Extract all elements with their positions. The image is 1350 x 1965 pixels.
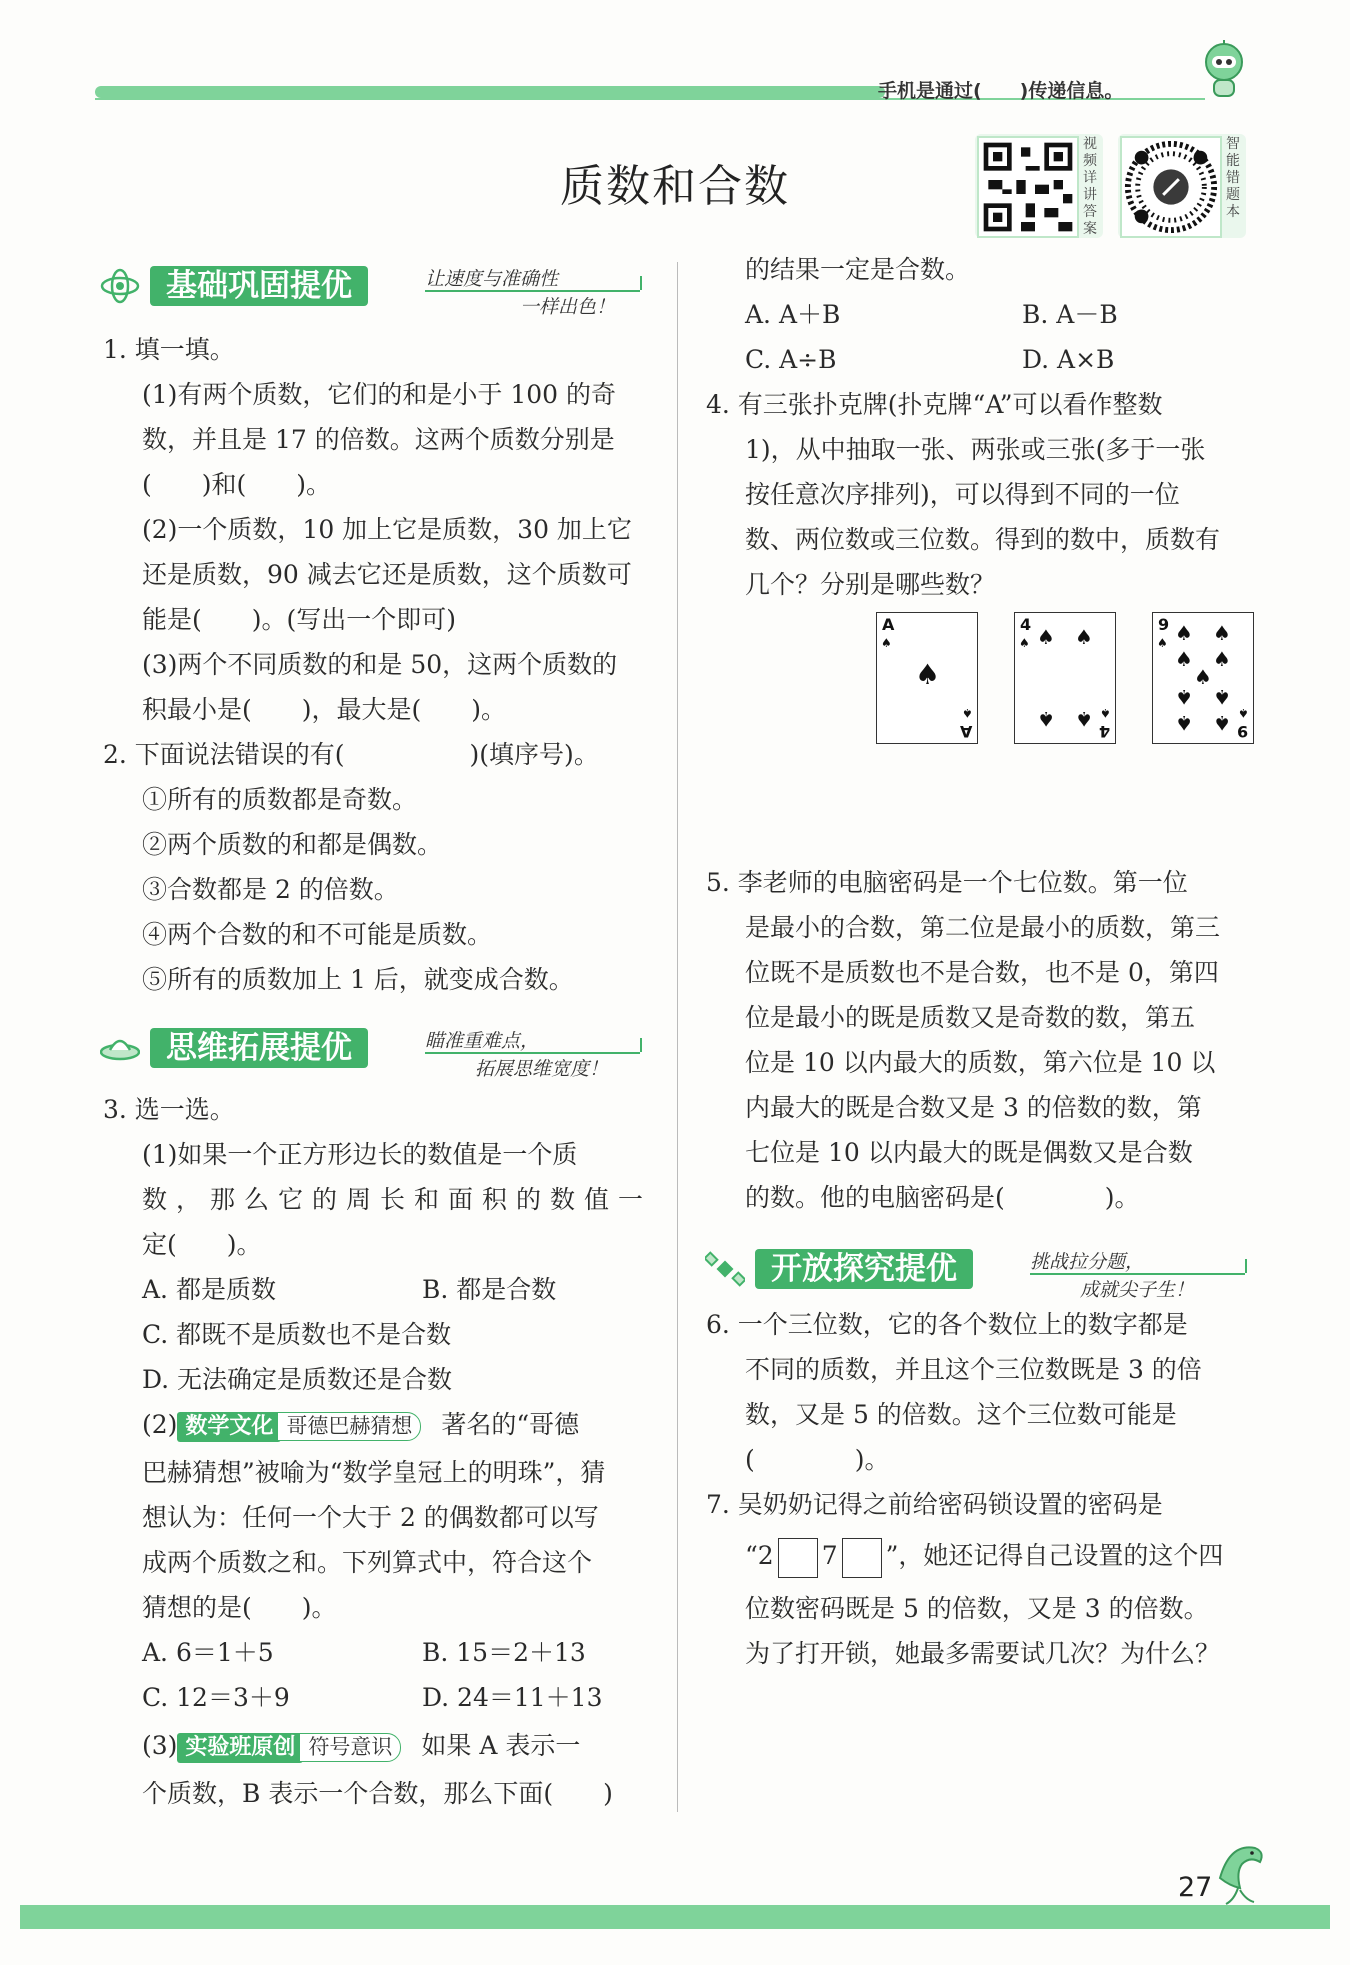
qr-code-icon[interactable] [977, 136, 1079, 238]
section-explore-rule [1030, 1273, 1245, 1275]
spade-icon: ♠ [1175, 685, 1193, 709]
spade-icon: ♠ [1194, 665, 1212, 689]
q7-pw-part: 7 [821, 1541, 838, 1570]
section-explore-sub2: 成就尖子生！ [1080, 1279, 1195, 1301]
q2-statement: ③合数都是 2 的倍数。 [142, 875, 399, 904]
q7-pw-part: “2 [745, 1541, 774, 1570]
section-explore-banner [705, 1245, 1250, 1301]
section-explore-title: 开放探究提优 [755, 1249, 973, 1289]
q3-1-text: 数，那么它的周长和面积的数值一 [142, 1185, 653, 1214]
qr-video-box [975, 134, 1103, 238]
q3-2-option-b: B. 15＝2＋13 [422, 1638, 586, 1667]
card-rank: 9 [1236, 722, 1248, 741]
q6-text: 不同的质数，并且这个三位数既是 3 的倍 [745, 1355, 1202, 1384]
q7-password-line [745, 1533, 1223, 1578]
section-explore-sub1: 挑战拉分题， [1030, 1251, 1145, 1273]
q1-text: 数，并且是 17 的倍数。这两个质数分别是 [142, 425, 615, 454]
spade-icon: ♠ [1213, 685, 1231, 709]
section-basic-rule [425, 290, 640, 292]
q5-text: 位是最小的既是质数又是奇数的数，第五 [745, 1003, 1196, 1032]
section-explore-tick [1239, 1259, 1247, 1273]
q3-3-continue: 的结果一定是合数。 [745, 255, 971, 284]
dolphin-icon [1210, 1838, 1270, 1908]
spade-icon: ♠ [1238, 706, 1249, 720]
spade-icon: ♠ [1075, 707, 1093, 731]
math-culture-tag: 数学文化 [177, 1412, 281, 1442]
playing-card-ace [876, 612, 978, 744]
q6-text: ( )。 [745, 1445, 890, 1474]
q4-text: 几个？分别是哪些数？ [745, 570, 996, 599]
original-tag: 实验班原创 [177, 1733, 303, 1763]
q5-text: 位既不是质数也不是合数，也不是 0，第四 [745, 958, 1219, 987]
spade-icon: ♠ [1175, 711, 1193, 735]
atom-icon [100, 268, 140, 304]
header-band [95, 86, 885, 98]
q2-statement: ②两个质数的和都是偶数。 [142, 830, 443, 859]
q3-1-text: 定( )。 [142, 1230, 262, 1259]
q1-text: (1)有两个质数，它们的和是小于 100 的奇 [142, 380, 617, 409]
section-thinking-sub1: 瞄准重难点， [425, 1030, 540, 1052]
q3-2-text: 著名的“哥德 [441, 1410, 580, 1439]
q3-3-text: 个质数，B 表示一个合数，那么下面( ) [142, 1779, 613, 1808]
section-thinking-title: 思维拓展提优 [150, 1028, 368, 1068]
q5-text: 是最小的合数，第二位是最小的质数，第三 [745, 913, 1221, 942]
section-basic-banner [100, 262, 645, 318]
q1-text: 能是( )。(写出一个即可) [142, 605, 457, 634]
page-number: 27 [1178, 1872, 1213, 1903]
q2-title: 2. 下面说法错误的有( )(填序号)。 [103, 740, 599, 769]
q7-text: 7. 吴奶奶记得之前给密码锁设置的密码是 [706, 1490, 1163, 1519]
ufo-icon [100, 1030, 140, 1066]
q3-3-option-a: A. A＋B [745, 300, 841, 329]
q3-2-text: 猜想的是( )。 [142, 1593, 337, 1622]
goldbach-tag: 哥德巴赫猜想 [277, 1412, 421, 1441]
q3-2-text: 想认为：任何一个大于 2 的偶数都可以写 [142, 1503, 599, 1532]
spade-icon: ♠ [1100, 706, 1111, 720]
q7-text: 位数密码既是 5 的倍数，又是 3 的倍数。 [745, 1594, 1209, 1623]
spade-icon: ♠ [1175, 621, 1193, 645]
playing-card-nine [1152, 612, 1254, 744]
q3-1-option-c: C. 都既不是质数也不是合数 [142, 1320, 452, 1349]
section-thinking-banner [100, 1024, 645, 1080]
spade-icon: ♠ [962, 706, 973, 720]
q3-1-option-b: B. 都是合数 [422, 1275, 557, 1304]
q3-3-text: 如果 A 表示一 [421, 1731, 581, 1760]
q1-text: 还是质数，90 减去它还是质数，这个质数可 [142, 560, 632, 589]
password-digit-box[interactable] [842, 1538, 882, 1578]
q7-pw-part: ”，她还记得自己设置的这个四 [885, 1541, 1224, 1570]
spade-icon: ♠ [1075, 625, 1093, 649]
q4-text: 1)，从中抽取一张、两张或三张(多于一张 [745, 435, 1206, 464]
q6-text: 6. 一个三位数，它的各个数位上的数字都是 [706, 1310, 1188, 1339]
spade-icon: ♠ [1157, 636, 1168, 650]
q5-text: 七位是 10 以内最大的既是偶数又是合数 [745, 1138, 1193, 1167]
column-divider [677, 262, 678, 1812]
q3-3-header [142, 1723, 580, 1768]
password-digit-box[interactable] [778, 1538, 818, 1578]
q1-text: ( )和( )。 [142, 470, 332, 499]
q1-title: 1. 填一填。 [103, 335, 235, 364]
q3-2-text: 成两个质数之和。下列算式中，符合这个 [142, 1548, 593, 1577]
q3-2-prefix: (2) [142, 1410, 178, 1439]
q3-1-option-d: D. 无法确定是质数还是合数 [142, 1365, 453, 1394]
spade-icon: ♠ [881, 636, 892, 650]
robot-mascot-icon [1198, 40, 1250, 100]
card-rank: 4 [1020, 615, 1032, 634]
qr-wrongbook-box [1118, 134, 1246, 238]
q4-text: 数、两位数或三位数。得到的数中，质数有 [745, 525, 1221, 554]
spade-icon: ♠ [1213, 711, 1231, 735]
q3-1-text: (1)如果一个正方形边长的数值是一个质 [142, 1140, 578, 1169]
playing-card-four [1014, 612, 1116, 744]
qr-video-caption: 视频详讲答案 [1083, 136, 1097, 237]
q3-2-option-d: D. 24＝11＋13 [422, 1683, 603, 1712]
q2-statement: ④两个合数的和不可能是质数。 [142, 920, 493, 949]
q6-text: 数，又是 5 的倍数。这个三位数可能是 [745, 1400, 1177, 1429]
q1-text: (3)两个不同质数的和是 50，这两个质数的 [142, 650, 618, 679]
section-thinking-sub2: 拓展思维宽度！ [475, 1058, 609, 1080]
q3-3-option-c: C. A÷B [745, 345, 837, 374]
q3-title: 3. 选一选。 [103, 1095, 235, 1124]
q3-3-option-d: D. A×B [1022, 345, 1115, 374]
section-basic-sub2: 一样出色！ [520, 296, 616, 318]
q1-text: (2)一个质数，10 加上它是质数，30 加上它 [142, 515, 632, 544]
q5-text: 5. 李老师的电脑密码是一个七位数。第一位 [706, 868, 1188, 897]
qr-wrongbook-caption: 智能错题本 [1226, 136, 1240, 220]
card-rank: 4 [1098, 722, 1110, 741]
q2-statement: ①所有的质数都是奇数。 [142, 785, 418, 814]
satellite-icon [705, 1251, 745, 1287]
q3-1-option-a: A. 都是质数 [142, 1275, 276, 1304]
q3-2-header [142, 1402, 579, 1447]
q3-3-prefix: (3) [142, 1731, 178, 1760]
section-basic-sub1: 让速度与准确性 [425, 268, 559, 290]
q5-text: 的数。他的电脑密码是( )。 [745, 1183, 1140, 1212]
q3-2-text: 巴赫猜想”被喻为“数学皇冠上的明珠”，猜 [142, 1458, 606, 1487]
q3-2-option-c: C. 12＝3＋9 [142, 1683, 290, 1712]
footer-band [20, 1905, 1330, 1929]
spade-icon: ♠ [1213, 647, 1231, 671]
spade-icon: ♠ [915, 658, 941, 691]
spade-icon: ♠ [1037, 625, 1055, 649]
q7-text: 为了打开锁，她最多需要试几次？为什么？ [745, 1639, 1221, 1668]
q4-text: 按任意次序排列)，可以得到不同的一位 [745, 480, 1180, 509]
card-rank: 9 [1158, 615, 1170, 634]
card-rank: A [882, 615, 895, 634]
q5-text: 位是 10 以内最大的质数，第六位是 10 以 [745, 1048, 1216, 1077]
spade-icon: ♠ [1037, 707, 1055, 731]
q3-2-option-a: A. 6＝1＋5 [142, 1638, 274, 1667]
section-basic-tick [634, 276, 642, 290]
page-title: 质数和合数 [560, 161, 790, 212]
q1-text: 积最小是( )，最大是( )。 [142, 695, 507, 724]
spade-icon: ♠ [1019, 636, 1030, 650]
symbol-sense-tag: 符号意识 [299, 1733, 401, 1762]
spade-icon: ♠ [1213, 621, 1231, 645]
q5-text: 内最大的既是合数又是 3 的倍数的数，第 [745, 1093, 1202, 1122]
card-rank: A [959, 722, 972, 741]
q2-statement: ⑤所有的质数加上 1 后，就变成合数。 [142, 965, 574, 994]
section-thinking-rule [425, 1052, 640, 1054]
q4-text: 4. 有三张扑克牌(扑克牌“A”可以看作整数 [706, 390, 1163, 419]
header-hint: 手机是通过( )传递信息。 [878, 80, 1124, 102]
spade-icon: ♠ [1175, 647, 1193, 671]
mini-program-code-icon[interactable] [1120, 136, 1222, 238]
section-basic-title: 基础巩固提优 [150, 266, 368, 306]
q3-3-option-b: B. A－B [1022, 300, 1118, 329]
section-thinking-tick [634, 1038, 642, 1052]
